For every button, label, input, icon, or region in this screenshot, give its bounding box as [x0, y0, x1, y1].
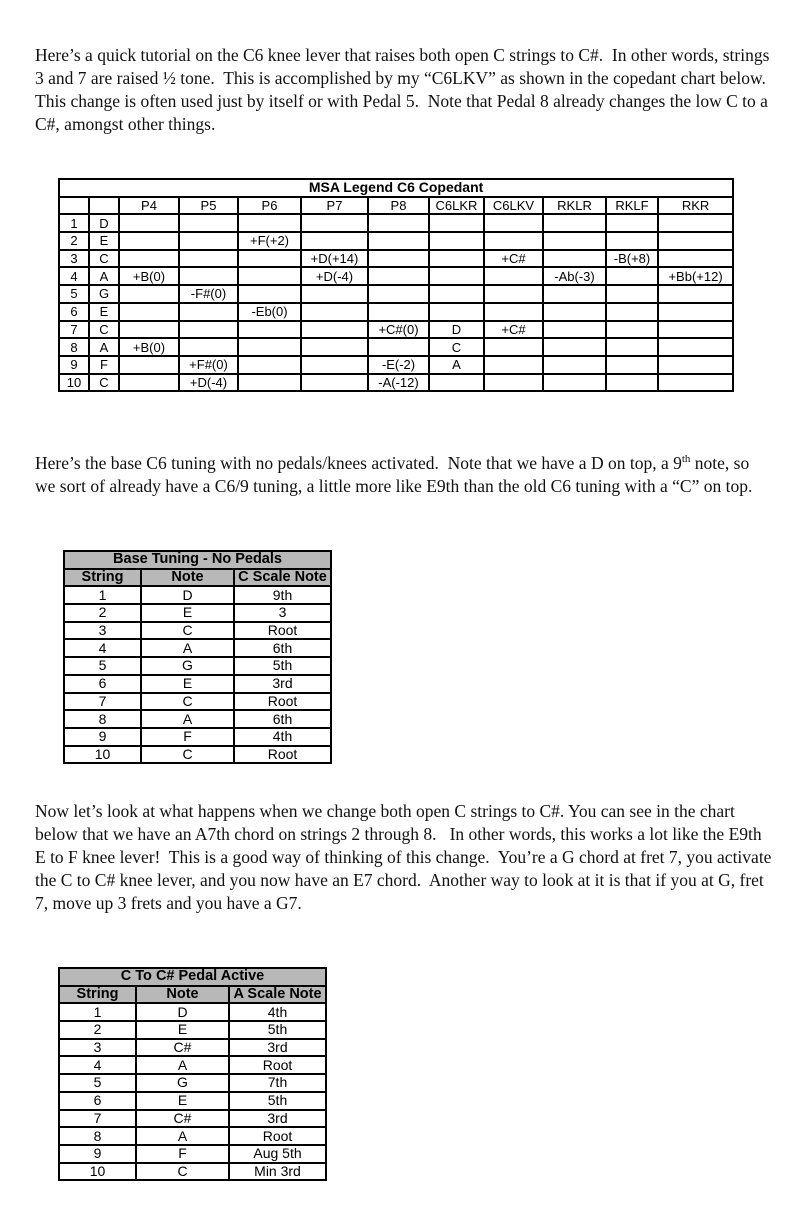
- table-row: [59, 1092, 326, 1110]
- table-cell: [119, 285, 179, 303]
- column-header: P4: [119, 197, 179, 215]
- table-cell: [238, 374, 301, 392]
- table-cell: [484, 214, 543, 232]
- table-row: [59, 1145, 326, 1163]
- table-cell: E: [136, 1092, 229, 1110]
- table-cell: [543, 303, 606, 321]
- column-header: P7: [301, 197, 368, 215]
- table-row: [59, 356, 733, 374]
- table-cell: E: [136, 1021, 229, 1039]
- table-cell: [368, 267, 429, 285]
- table-cell: [606, 267, 658, 285]
- copedant-table: [58, 178, 734, 392]
- ordinal-superscript: th: [681, 452, 691, 465]
- table-cell: [658, 214, 733, 232]
- table-cell: [484, 267, 543, 285]
- table-cell: A: [89, 267, 119, 285]
- table-cell: [301, 321, 368, 339]
- table-cell: [543, 285, 606, 303]
- table-cell: [301, 338, 368, 356]
- table-cell: -Eb(0): [238, 303, 301, 321]
- table-cell: C: [89, 321, 119, 339]
- table-row: [59, 321, 733, 339]
- table-cell: G: [136, 1074, 229, 1092]
- table-cell: E: [89, 303, 119, 321]
- table-cell: 3: [64, 622, 141, 640]
- table-cell: D: [429, 321, 484, 339]
- table-row: [64, 746, 331, 764]
- table-cell: Root: [234, 622, 331, 640]
- table-cell: [484, 374, 543, 392]
- table-cell: [658, 303, 733, 321]
- table-cell: -A(-12): [368, 374, 429, 392]
- table-cell: [238, 267, 301, 285]
- table-cell: 10: [64, 746, 141, 764]
- table-row: [59, 1074, 326, 1092]
- table-cell: A: [136, 1056, 229, 1074]
- paragraph-base-tuning-part1: Here’s the base C6 tuning with no pedals/knees activated. Note that we have a D on top, a 9: [35, 452, 682, 473]
- table-cell: D: [136, 1003, 229, 1021]
- table-cell: Aug 5th: [229, 1145, 326, 1163]
- table-cell: [658, 338, 733, 356]
- table-cell: 7: [59, 1110, 136, 1128]
- table-cell: 4th: [229, 1003, 326, 1021]
- table-cell: 2: [59, 232, 89, 250]
- table-cell: +D(-4): [179, 374, 238, 392]
- table-row: [59, 232, 733, 250]
- table-cell: Root: [229, 1056, 326, 1074]
- table-row: [59, 214, 733, 232]
- table-cell: +C#: [484, 321, 543, 339]
- paragraph-intro: Here’s a quick tutorial on the C6 knee lever that raises both open C strings to C#. In other words, strings 3 and 7 are raised ½ tone. This is accomplished by my “C6LKV” as shown in the copedant chart below. This change is often used just by itself or with Pedal 5. Note that Pedal 8 already changes the low C to a C#, amongst other things.: [35, 44, 775, 134]
- table-cell: [543, 214, 606, 232]
- table-row: [59, 285, 733, 303]
- table-cell: 9th: [234, 586, 331, 604]
- table-cell: 5: [59, 1074, 136, 1092]
- table-cell: [543, 250, 606, 268]
- table-cell: C: [136, 1163, 229, 1181]
- table-cell: [301, 214, 368, 232]
- table-cell: [179, 232, 238, 250]
- table-cell: 2: [64, 604, 141, 622]
- table-cell: 3rd: [229, 1110, 326, 1128]
- table-cell: 1: [59, 214, 89, 232]
- table-cell: 9: [64, 728, 141, 746]
- table-cell: +B(0): [119, 338, 179, 356]
- table-cell: [238, 285, 301, 303]
- table-cell: [543, 374, 606, 392]
- table-title: MSA Legend C6 Copedant: [59, 179, 733, 197]
- table-cell: [658, 250, 733, 268]
- table-row: [59, 1056, 326, 1074]
- table-cell: 3: [59, 1039, 136, 1057]
- table-cell: 2: [59, 1021, 136, 1039]
- table-cell: 4th: [234, 728, 331, 746]
- table-cell: [543, 232, 606, 250]
- table-cell: -F#(0): [179, 285, 238, 303]
- column-header: [59, 197, 89, 215]
- table-cell: 8: [59, 1127, 136, 1145]
- table-cell: F: [89, 356, 119, 374]
- column-header: RKR: [658, 197, 733, 215]
- table-cell: E: [141, 604, 234, 622]
- table-row: [59, 267, 733, 285]
- table-cell: C: [141, 746, 234, 764]
- table-cell: A: [141, 710, 234, 728]
- table-cell: 3rd: [229, 1039, 326, 1057]
- table-cell: [543, 356, 606, 374]
- table-row: [64, 586, 331, 604]
- table-row: [59, 1163, 326, 1181]
- table-cell: [429, 232, 484, 250]
- table-cell: -Ab(-3): [543, 267, 606, 285]
- column-header: [89, 197, 119, 215]
- table-cell: [119, 232, 179, 250]
- table-cell: 1: [64, 586, 141, 604]
- table-cell: 10: [59, 1163, 136, 1181]
- table-row: [64, 693, 331, 711]
- table-cell: [606, 214, 658, 232]
- table-cell: [119, 321, 179, 339]
- table-cell: [119, 303, 179, 321]
- table-cell: [119, 374, 179, 392]
- table-title: Base Tuning - No Pedals: [64, 551, 331, 569]
- table-cell: [484, 356, 543, 374]
- table-cell: C: [89, 250, 119, 268]
- table-cell: [484, 303, 543, 321]
- table-cell: [606, 303, 658, 321]
- table-cell: A: [136, 1127, 229, 1145]
- table-cell: [368, 250, 429, 268]
- table-cell: [301, 285, 368, 303]
- table-cell: +D(+14): [301, 250, 368, 268]
- column-header: String: [64, 569, 141, 587]
- table-cell: [238, 214, 301, 232]
- table-cell: 1: [59, 1003, 136, 1021]
- table-cell: [368, 214, 429, 232]
- table-cell: F: [136, 1145, 229, 1163]
- paragraph-base-tuning-part2: note, so we sort of already have a C6/9 tuning, a little more like E9th than the old C6 tuning with a “C” on top.: [35, 452, 754, 496]
- table-cell: 3: [234, 604, 331, 622]
- column-header: P6: [238, 197, 301, 215]
- table-row: [59, 1127, 326, 1145]
- table-cell: C#: [136, 1110, 229, 1128]
- table-cell: +C#: [484, 250, 543, 268]
- table-cell: +F#(0): [179, 356, 238, 374]
- table-cell: Root: [234, 693, 331, 711]
- table-cell: [429, 285, 484, 303]
- column-header: C Scale Note: [234, 569, 331, 587]
- table-cell: C: [89, 374, 119, 392]
- table-cell: [606, 285, 658, 303]
- table-cell: [429, 374, 484, 392]
- table-cell: 4: [59, 267, 89, 285]
- table-row: [64, 622, 331, 640]
- table-cell: [179, 267, 238, 285]
- column-header: String: [59, 986, 136, 1004]
- table-row: [59, 1110, 326, 1128]
- table-row: [59, 338, 733, 356]
- column-header: RKLR: [543, 197, 606, 215]
- table-cell: Min 3rd: [229, 1163, 326, 1181]
- table-cell: [484, 338, 543, 356]
- table-cell: [429, 267, 484, 285]
- table-cell: [543, 321, 606, 339]
- table-cell: [658, 232, 733, 250]
- column-header: RKLF: [606, 197, 658, 215]
- table-cell: 4: [64, 639, 141, 657]
- table-cell: [658, 356, 733, 374]
- table-cell: Root: [234, 746, 331, 764]
- table-cell: 8: [59, 338, 89, 356]
- table-cell: -B(+8): [606, 250, 658, 268]
- table-cell: [658, 321, 733, 339]
- table-cell: [179, 303, 238, 321]
- table-cell: [484, 232, 543, 250]
- column-header: Note: [136, 986, 229, 1004]
- table-row: [64, 657, 331, 675]
- table-cell: [119, 250, 179, 268]
- table-cell: -E(-2): [368, 356, 429, 374]
- column-header: P8: [368, 197, 429, 215]
- table-row: [59, 1021, 326, 1039]
- table-cell: [368, 303, 429, 321]
- table-cell: [429, 250, 484, 268]
- table-cell: 8: [64, 710, 141, 728]
- table-cell: C: [141, 622, 234, 640]
- table-row: [64, 728, 331, 746]
- table-cell: 7: [59, 321, 89, 339]
- table-cell: 3rd: [234, 675, 331, 693]
- pedal-active-table: [58, 967, 327, 1181]
- table-cell: G: [89, 285, 119, 303]
- column-header: C6LKV: [484, 197, 543, 215]
- table-cell: G: [141, 657, 234, 675]
- table-cell: [368, 285, 429, 303]
- table-cell: [606, 232, 658, 250]
- table-row: [64, 675, 331, 693]
- table-cell: [119, 214, 179, 232]
- table-cell: [301, 232, 368, 250]
- table-cell: C: [429, 338, 484, 356]
- table-cell: 7: [64, 693, 141, 711]
- table-row: [59, 250, 733, 268]
- table-cell: [368, 232, 429, 250]
- table-row: [59, 1039, 326, 1057]
- table-cell: [429, 303, 484, 321]
- table-cell: D: [89, 214, 119, 232]
- table-cell: [543, 338, 606, 356]
- table-cell: +C#(0): [368, 321, 429, 339]
- table-cell: +B(0): [119, 267, 179, 285]
- table-cell: [368, 338, 429, 356]
- table-cell: 5: [59, 285, 89, 303]
- table-cell: 9: [59, 1145, 136, 1163]
- table-cell: E: [89, 232, 119, 250]
- table-cell: 6: [59, 1092, 136, 1110]
- table-cell: E: [141, 675, 234, 693]
- table-cell: [301, 356, 368, 374]
- table-cell: 6th: [234, 639, 331, 657]
- table-cell: 9: [59, 356, 89, 374]
- table-cell: 7th: [229, 1074, 326, 1092]
- table-cell: [658, 285, 733, 303]
- table-cell: [606, 338, 658, 356]
- table-cell: +D(-4): [301, 267, 368, 285]
- table-cell: [429, 214, 484, 232]
- table-cell: [238, 356, 301, 374]
- table-row: [59, 303, 733, 321]
- table-cell: [606, 321, 658, 339]
- column-header: Note: [141, 569, 234, 587]
- table-cell: [238, 338, 301, 356]
- table-cell: D: [141, 586, 234, 604]
- table-cell: 6: [64, 675, 141, 693]
- table-cell: F: [141, 728, 234, 746]
- table-cell: +Bb(+12): [658, 267, 733, 285]
- base-tuning-table: [63, 550, 332, 764]
- table-cell: [238, 321, 301, 339]
- table-cell: [179, 321, 238, 339]
- column-header: P5: [179, 197, 238, 215]
- table-title: C To C# Pedal Active: [59, 968, 326, 986]
- table-cell: [606, 356, 658, 374]
- table-cell: 4: [59, 1056, 136, 1074]
- table-row: [64, 639, 331, 657]
- column-header: C6LKR: [429, 197, 484, 215]
- table-cell: C#: [136, 1039, 229, 1057]
- table-cell: 6: [59, 303, 89, 321]
- table-cell: 5: [64, 657, 141, 675]
- table-cell: +F(+2): [238, 232, 301, 250]
- table-cell: 5th: [229, 1092, 326, 1110]
- table-cell: 10: [59, 374, 89, 392]
- table-row: [64, 710, 331, 728]
- paragraph-base-tuning: [35, 452, 772, 498]
- table-cell: [179, 214, 238, 232]
- table-cell: C: [141, 693, 234, 711]
- table-cell: [301, 303, 368, 321]
- table-cell: A: [89, 338, 119, 356]
- table-cell: 3: [59, 250, 89, 268]
- table-row: [59, 374, 733, 392]
- table-cell: A: [429, 356, 484, 374]
- table-cell: 6th: [234, 710, 331, 728]
- paragraph-change: Now let’s look at what happens when we change both open C strings to C#. You can see in the chart below that we have an A7th chord on strings 2 through 8. In other words, this works a lot like the E9th E to F knee lever! This is a good way of thinking of this change. You’re a G chord at fret 7, you activate the C to C# knee lever, and you now have an E7 chord. Another way to look at it is that if you at G, fret 7, move up 3 frets and you have a G7.: [35, 800, 776, 913]
- table-cell: [606, 374, 658, 392]
- column-header: A Scale Note: [229, 986, 326, 1004]
- table-cell: [238, 250, 301, 268]
- table-row: [59, 1003, 326, 1021]
- table-cell: A: [141, 639, 234, 657]
- table-cell: 5th: [229, 1021, 326, 1039]
- table-cell: [179, 338, 238, 356]
- table-cell: [658, 374, 733, 392]
- table-cell: 5th: [234, 657, 331, 675]
- table-cell: [484, 285, 543, 303]
- table-cell: Root: [229, 1127, 326, 1145]
- table-row: [64, 604, 331, 622]
- table-cell: [179, 250, 238, 268]
- table-cell: [119, 356, 179, 374]
- table-cell: [301, 374, 368, 392]
